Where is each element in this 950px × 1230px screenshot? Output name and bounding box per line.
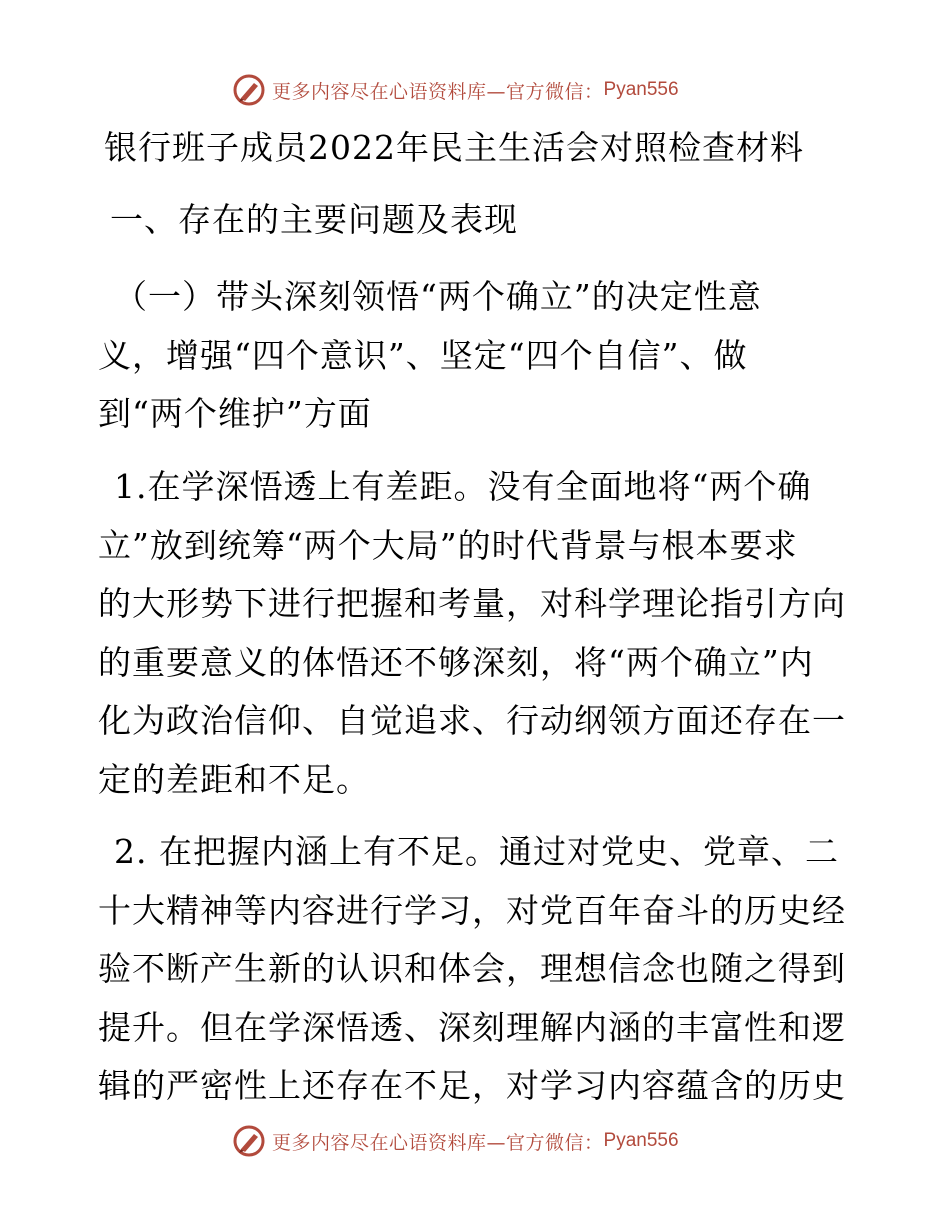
text-line: 义，增强“四个意识”、坚定“四个自信”、做 [98, 335, 748, 375]
pen-logo-icon [232, 1124, 266, 1158]
text-line: 辑的严密性上还存在不足，对学习内容蕴含的历史 [98, 1066, 846, 1105]
text-line: 定的差距和不足。 [98, 759, 370, 799]
text-line: 的大形势下进行把握和考量，对科学理论指引方向 [98, 584, 846, 623]
watermark-text: 更多内容尽在心语资料库—官方微信： [272, 80, 604, 103]
watermark-wechat-id: Pyan556 [603, 79, 679, 100]
pen-logo-icon [232, 73, 266, 107]
text-line: 2. 在把握内涵上有不足。通过对党史、党章、二 [114, 832, 839, 871]
footer-watermark [232, 1123, 679, 1159]
header-watermark [232, 72, 679, 108]
subsection-heading [98, 268, 858, 444]
text-line: （一）带头深刻领悟“两个确立”的决定性意 [114, 277, 762, 316]
text-line: 提升。但在学深悟透、深刻理解内涵的丰富性和逻 [98, 1007, 846, 1047]
text-line: 验不断产生新的认识和体会，理想信念也随之得到 [98, 949, 846, 988]
paragraph-item-2 [98, 823, 858, 1116]
watermark-wechat-id: Pyan556 [603, 1130, 679, 1151]
text-line: 立”放到统筹“两个大局”的时代背景与根本要求 [98, 525, 798, 565]
text-line: 化为政治信仰、自觉追求、行动纲领方面还存在一 [98, 701, 846, 740]
paragraph-item-1 [98, 458, 858, 809]
section-heading: 一、存在的主要问题及表现 [110, 200, 518, 239]
text-line: 的重要意义的体悟还不够深刻，将“两个确立”内 [98, 642, 814, 682]
watermark-text: 更多内容尽在心语资料库—官方微信： [272, 1131, 604, 1154]
text-line: 十大精神等内容进行学习，对党百年奋斗的历史经 [98, 890, 846, 930]
text-line: 1.在学深悟透上有差距。没有全面地将“两个确 [114, 467, 812, 506]
text-line: 到“两个维护”方面 [98, 394, 372, 433]
document-title: 银行班子成员2022年民主生活会对照检查材料 [104, 128, 804, 167]
